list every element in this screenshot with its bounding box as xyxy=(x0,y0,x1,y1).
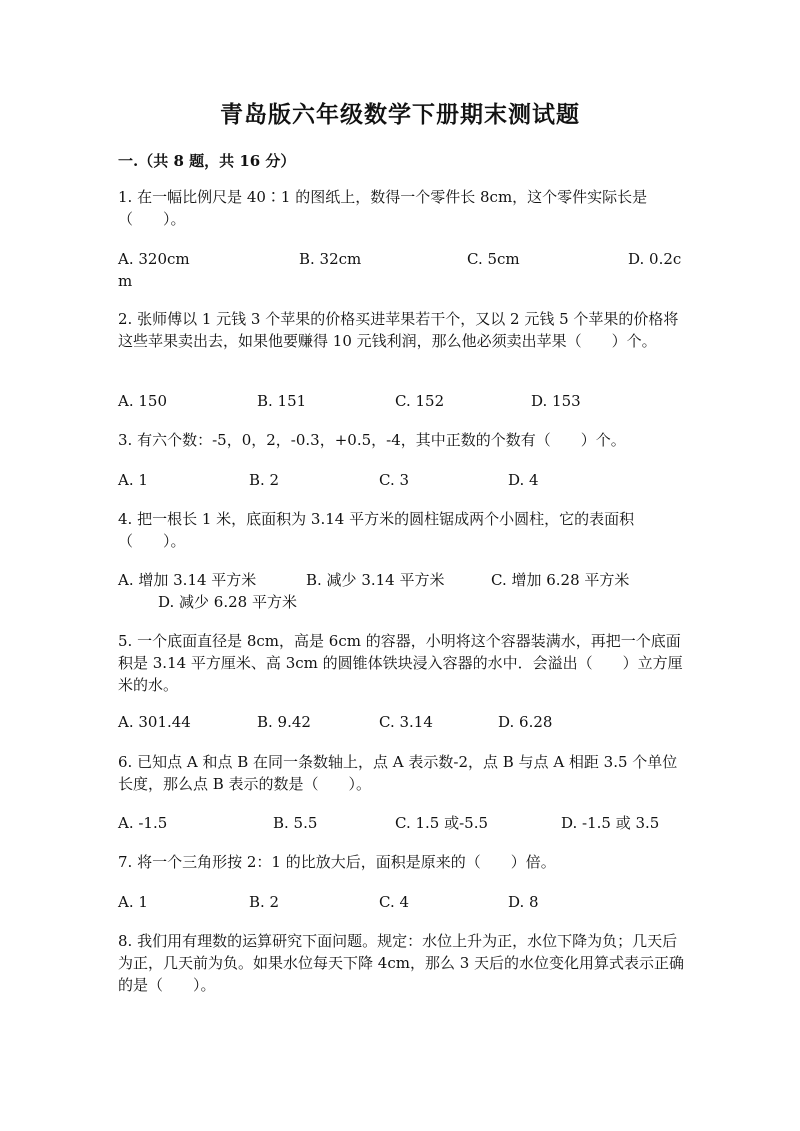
question-2: 2. 张师傅以 1 元钱 3 个苹果的价格买进苹果若干个，又以 2 元钱 5 个苹果的价格将这些苹果卖出去，如果他要赚得 10 元钱利润，那么他必须卖出苹果（ ）个。 xyxy=(118,310,679,350)
question-1: 1. 在一幅比例尺是 40∶1 的图纸上，数得一个零件长 8cm，这个零件实际长是（ ）。 xyxy=(118,188,648,228)
option-b[interactable]: B. 2 xyxy=(249,893,280,911)
option-c[interactable]: C. 3.14 xyxy=(379,713,433,731)
question-7: 7. 将一个三角形按 2：1 的比放大后，面积是原来的（ ）倍。 xyxy=(118,853,556,871)
option-d[interactable]: D. 4 xyxy=(508,471,539,489)
option-d[interactable]: D. 8 xyxy=(508,893,539,911)
option-c[interactable]: C. 5cm xyxy=(467,250,520,268)
option-b[interactable]: B. 2 xyxy=(249,471,280,489)
section-heading: 一.（共 8 题，共 16 分） xyxy=(118,152,296,170)
option-a[interactable]: A. 301.44 xyxy=(118,713,191,731)
option-a[interactable]: A. 150 xyxy=(118,392,167,410)
option-a[interactable]: A. 增加 3.14 平方米 xyxy=(118,571,257,589)
option-c[interactable]: C. 4 xyxy=(379,893,410,911)
question-6: 6. 已知点 A 和点 B 在同一条数轴上，点 A 表示数-2，点 B 与点 A 相距 3.5 个单位长度，那么点 B 表示的数是（ ）。 xyxy=(118,753,678,793)
option-a[interactable]: A. 320cm xyxy=(118,250,190,268)
option-a[interactable]: A. 1 xyxy=(118,471,148,489)
question-5: 5. 一个底面直径是 8cm，高是 6cm 的容器，小明将这个容器装满水，再把一个底面积是 3.14 平方厘米、高 3cm 的圆锥体铁块浸入容器的水中．会溢出（ ）立方厘米的水。 xyxy=(118,632,683,694)
option-b[interactable]: B. 151 xyxy=(257,392,307,410)
option-d[interactable]: D. 153 xyxy=(531,392,581,410)
question-3: 3. 有六个数：-5，0，2，-0.3，+0.5，-4，其中正数的个数有（ ）个。 xyxy=(118,431,626,449)
option-c[interactable]: C. 152 xyxy=(395,392,445,410)
option-d[interactable]: D. 0.2c xyxy=(628,250,682,268)
page-title: 青岛版六年级数学下册期末测试题 xyxy=(220,101,580,128)
option-d[interactable]: D. -1.5 或 3.5 xyxy=(561,814,660,832)
option-c[interactable]: C. 1.5 或-5.5 xyxy=(395,814,489,832)
option-a[interactable]: A. 1 xyxy=(118,893,148,911)
option-d-wrap: m xyxy=(118,272,133,290)
option-b[interactable]: B. 9.42 xyxy=(257,713,311,731)
option-d[interactable]: D. 6.28 xyxy=(498,713,553,731)
option-b[interactable]: B. 减少 3.14 平方米 xyxy=(306,571,445,589)
option-d[interactable]: D. 减少 6.28 平方米 xyxy=(158,593,297,611)
option-b[interactable]: B. 32cm xyxy=(299,250,362,268)
option-a[interactable]: A. -1.5 xyxy=(118,814,168,832)
question-8: 8. 我们用有理数的运算研究下面问题。规定：水位上升为正，水位下降为负；几天后为正，几天前为负。如果水位每天下降 4cm，那么 3 天后的水位变化用算式表示正确的是（ ）。 xyxy=(118,932,685,994)
question-4: 4. 把一根长 1 米，底面积为 3.14 平方米的圆柱锯成两个小圆柱，它的表面积（ ）。 xyxy=(118,510,635,550)
option-b[interactable]: B. 5.5 xyxy=(273,814,318,832)
option-c[interactable]: C. 3 xyxy=(379,471,410,489)
option-c[interactable]: C. 增加 6.28 平方米 xyxy=(491,571,630,589)
